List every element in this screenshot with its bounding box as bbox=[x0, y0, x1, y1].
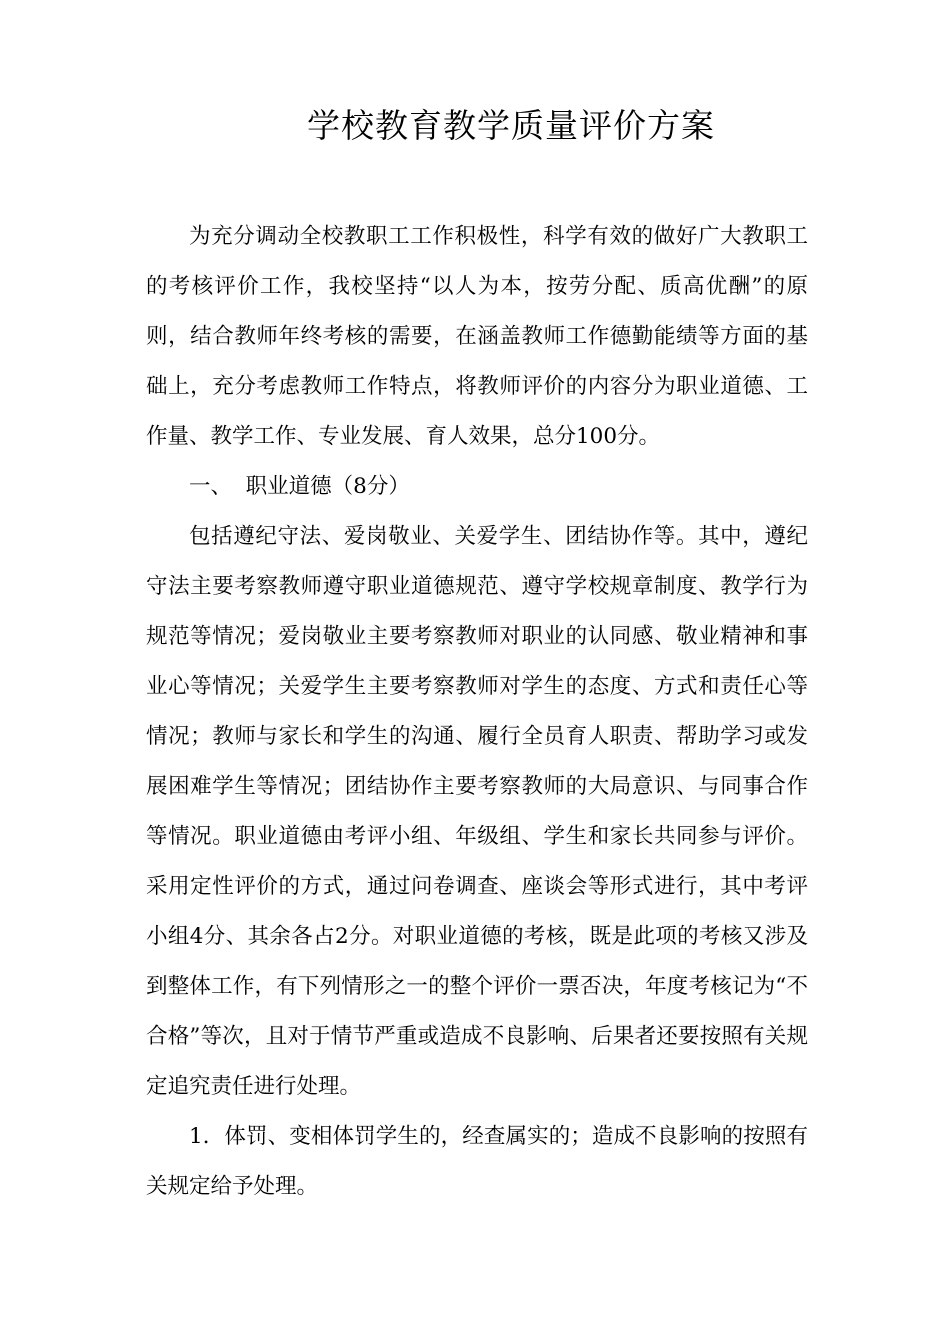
list-item-1: 1．体罚、变相体罚学生的，经查属实的；造成不良影响的按照有关规定给予处理。 bbox=[146, 1124, 808, 1199]
intro-paragraph: 为充分调动全校教职工工作积极性，科学有效的做好广大教职工的考核评价工作，我校坚持“以人为本，按劳分配、质高优酬”的原则，结合教师年终考核的需要，在涵盖教师工作德勤能绩等方面的基础上，充分考虑教师工作特点，将教师评价的内容分为职业道德、工作量、教学工作、专业发展、育人效果，总分100分。 bbox=[146, 224, 808, 449]
ethics-paragraph: 包括遵纪守法、爱岗敬业、关爱学生、团结协作等。其中，遵纪守法主要考察教师遵守职业道德规范、遵守学校规章制度、教学行为规范等情况；爱岗敬业主要考察教师对职业的认同感、敬业精神和事业心等情况；关爱学生主要考察教师对学生的态度、方式和责任心等情况；教师与家长和学生的沟通、履行全员育人职责、帮助学习或发展困难学生等情况；团结协作主要考察教师的大局意识、与同事合作等情况。职业道德由考评小组、年级组、学生和家长共同参与评价。采用定性评价的方式，通过问卷调查、座谈会等形式进行，其中考评小组4分、其余各占2分。对职业道德的考核，既是此项的考核又涉及到整体工作，有下列情形之一的整个评价一票否决，年度考核记为“不合格”等次，且对于情节严重或造成不良影响、后果者还要按照有关规定追究责任进行处理。 bbox=[146, 524, 808, 1099]
document-body bbox=[146, 212, 808, 1212]
document-title: 学校教育教学质量评价方案 bbox=[307, 106, 715, 145]
section-heading-professional-ethics: 一、 职业道德（8分） bbox=[189, 474, 410, 499]
